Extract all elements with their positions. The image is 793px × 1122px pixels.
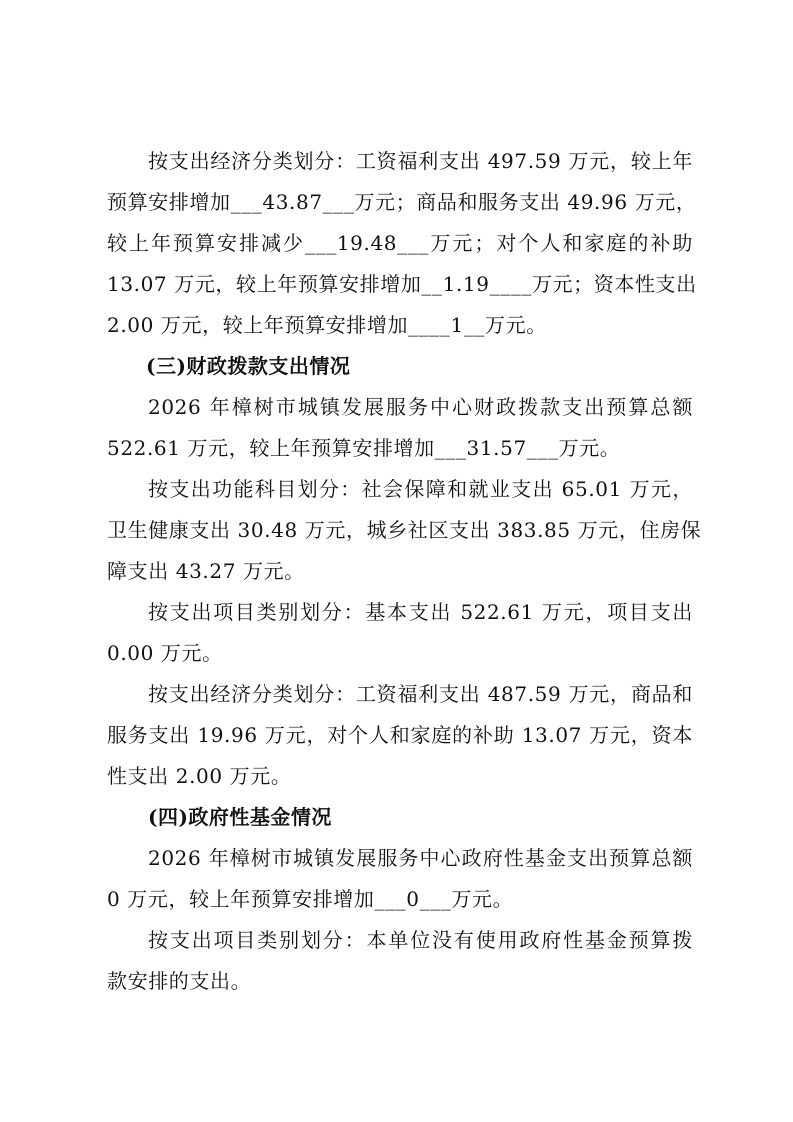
paragraph-line: 按支出功能科目划分：社会保障和就业支出 65.01 万元， xyxy=(148,477,693,501)
paragraph-line: 0.00 万元。 xyxy=(107,641,223,665)
paragraph-line: 522.61 万元，较上年预算安排增加___31.57___万元。 xyxy=(107,436,621,460)
paragraph-line: 障支出 43.27 万元。 xyxy=(107,559,305,583)
paragraph-line: 按支出项目类别划分：基本支出 522.61 万元，项目支出 xyxy=(148,600,693,624)
paragraph-line: 2.00 万元，较上年预算安排增加____1__万元。 xyxy=(107,313,547,337)
paragraph-line: 服务支出 19.96 万元，对个人和家庭的补助 13.07 万元，资本 xyxy=(107,723,693,747)
paragraph-line: 卫生健康支出 30.48 万元，城乡社区支出 383.85 万元，住房保 xyxy=(107,518,702,542)
paragraph-line: 预算安排增加___43.87___万元；商品和服务支出 49.96 万元， xyxy=(107,190,697,214)
paragraph-line: 按支出项目类别划分：本单位没有使用政府性基金预算拨 xyxy=(148,928,693,952)
section-heading-3: (三)财政拨款支出情况 xyxy=(146,354,351,378)
paragraph-line: 较上年预算安排减少___19.48___万元；对个人和家庭的补助 xyxy=(107,231,693,255)
section-heading-4: (四)政府性基金情况 xyxy=(148,805,332,829)
paragraph-line: 2026 年樟树市城镇发展服务中心财政拨款支出预算总额 xyxy=(148,395,693,419)
paragraph-line: 13.07 万元，较上年预算安排增加__1.19____万元；资本性支出 xyxy=(107,272,697,296)
paragraph-line: 按支出经济分类划分：工资福利支出 497.59 万元，较上年 xyxy=(148,149,693,173)
paragraph-line: 0 万元，较上年预算安排增加___0___万元。 xyxy=(107,887,514,911)
paragraph-line: 2026 年樟树市城镇发展服务中心政府性基金支出预算总额 xyxy=(148,846,693,870)
paragraph-line: 款安排的支出。 xyxy=(107,969,252,993)
paragraph-line: 性支出 2.00 万元。 xyxy=(107,764,292,788)
paragraph-line: 按支出经济分类划分：工资福利支出 487.59 万元，商品和 xyxy=(148,682,693,706)
